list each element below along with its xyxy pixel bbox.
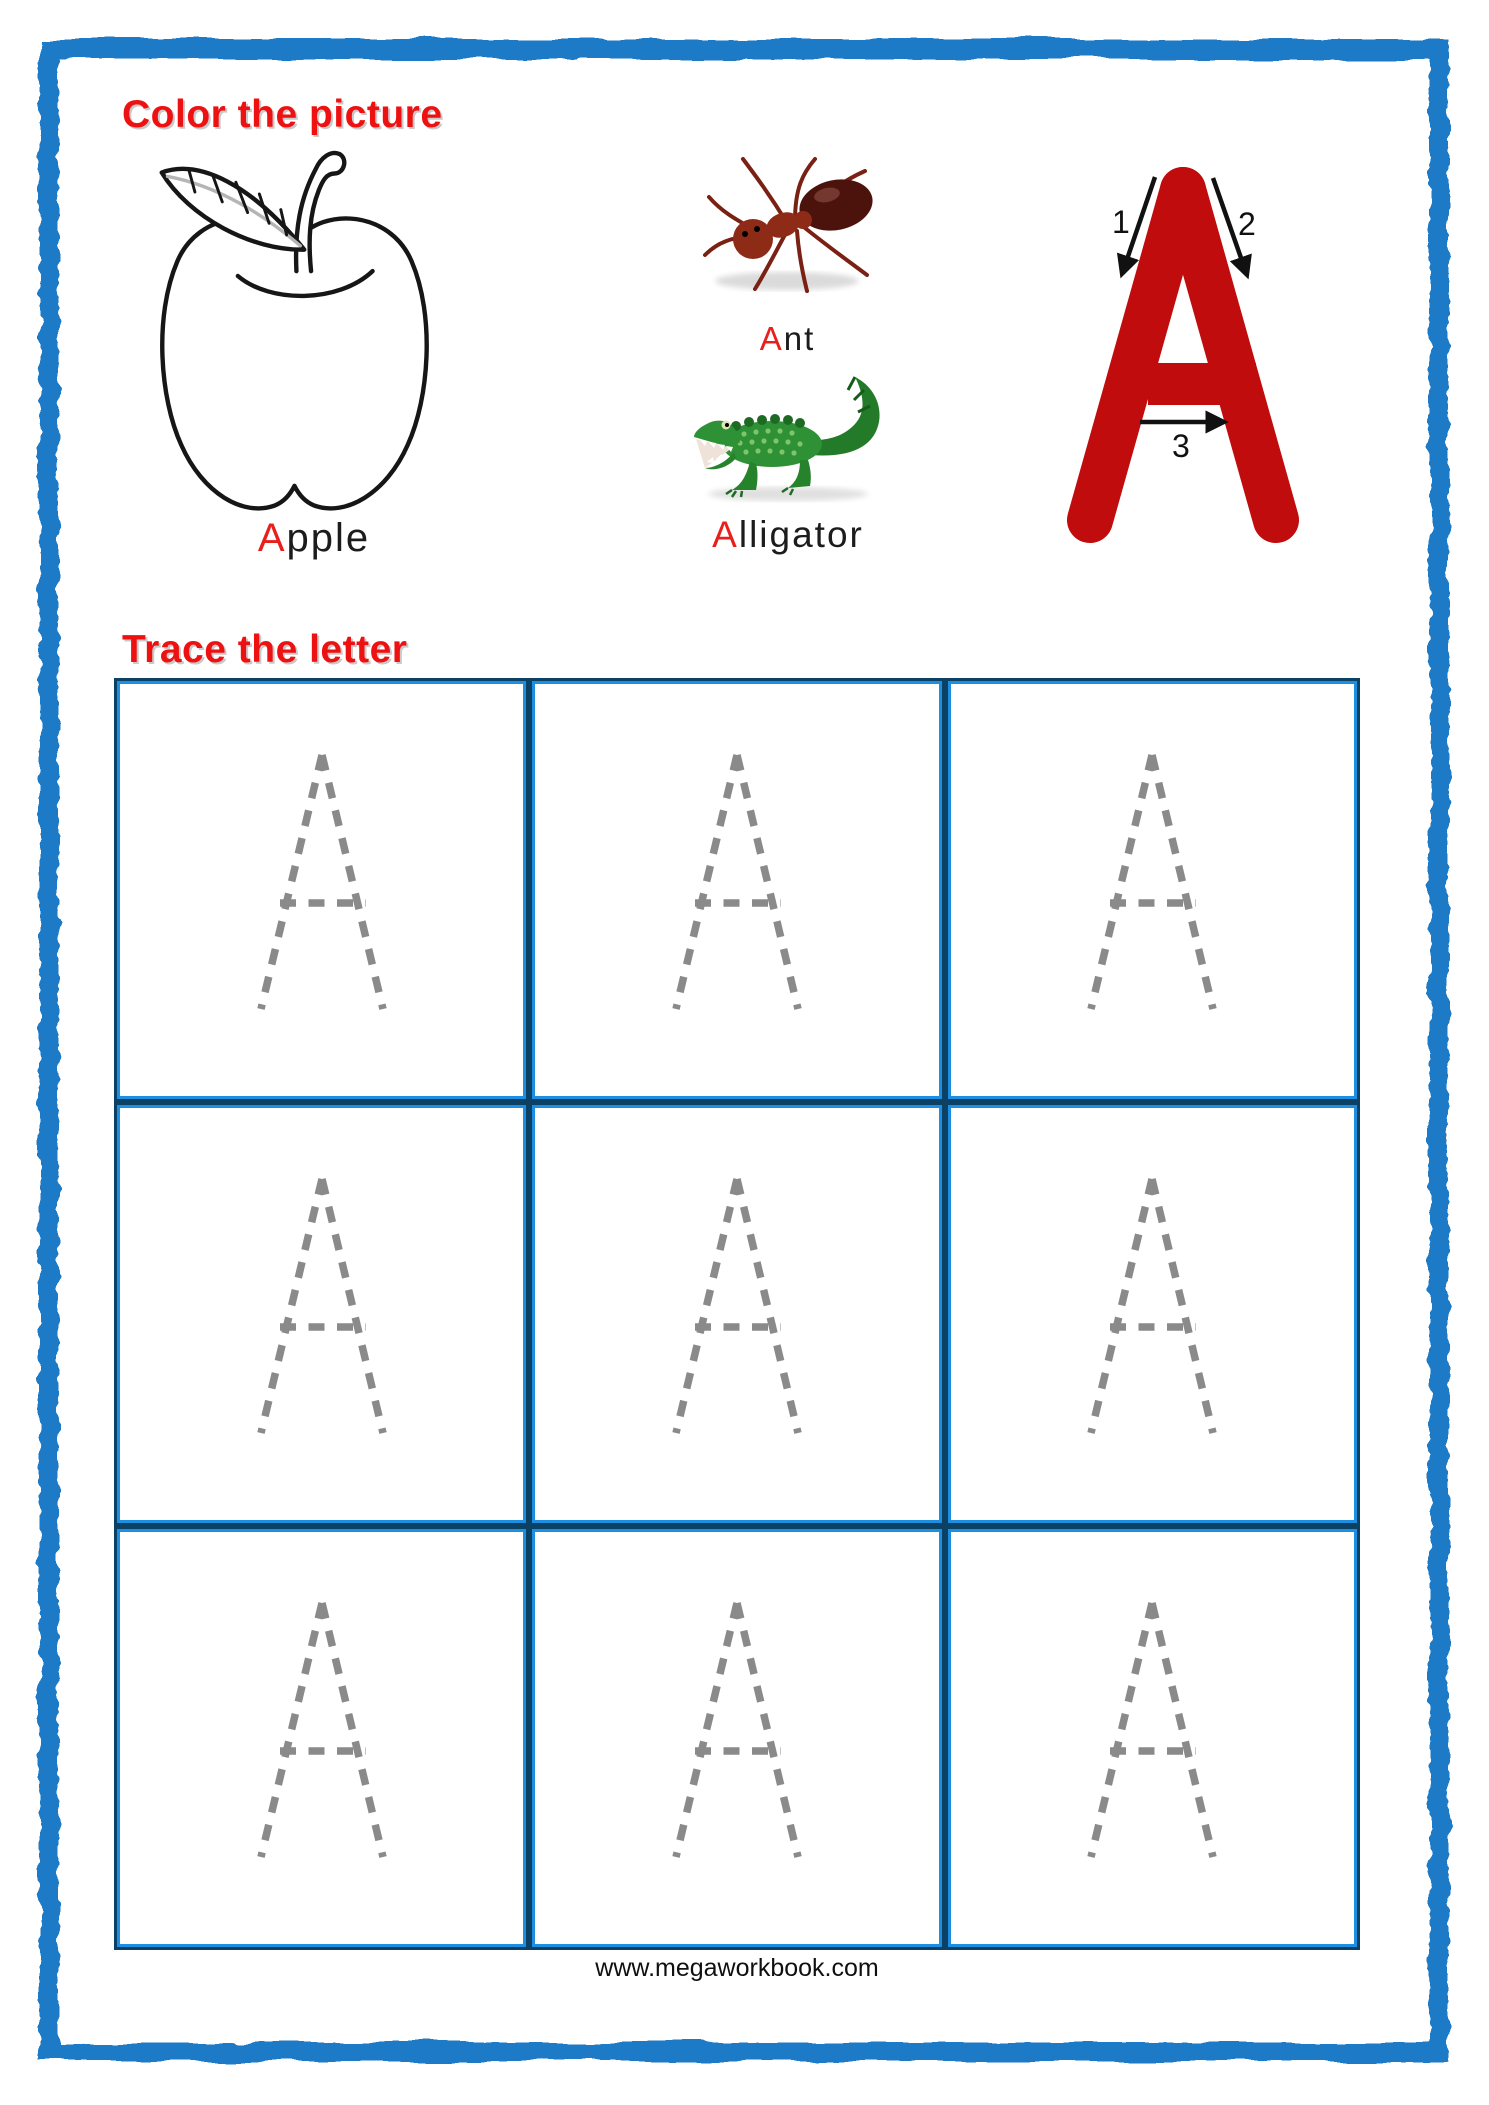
trace-cell [529, 1102, 944, 1526]
trace-grid [114, 678, 1360, 1950]
dashed-letter-a [234, 1593, 410, 1867]
alligator-label-initial: A [712, 514, 739, 555]
alligator-label [688, 514, 888, 556]
ant-label-rest: nt [783, 320, 816, 357]
website-footer: www.megaworkbook.com [595, 1954, 879, 1982]
apple-label [138, 516, 490, 561]
stroke-number-1: 1 [1112, 204, 1130, 240]
dashed-letter-a [649, 745, 825, 1019]
color-picture-heading: Color the picture [122, 93, 443, 136]
trace-cell [114, 678, 529, 1102]
apple-label-initial: A [257, 516, 287, 560]
ant-label-initial: A [759, 320, 784, 357]
apple-image [138, 112, 490, 522]
trace-letter-heading: Trace the letter [122, 628, 408, 671]
trace-cell [529, 1526, 944, 1950]
dashed-letter-a [649, 1593, 825, 1867]
trace-cell [114, 1102, 529, 1526]
alligator-label-rest: lligator [738, 514, 864, 555]
dashed-letter-a [1064, 1169, 1240, 1443]
dashed-letter-a [1064, 745, 1240, 1019]
letter-a-graphic [1048, 158, 1318, 553]
apple-label-rest: pple [286, 516, 371, 560]
alligator-image [688, 362, 888, 510]
ant-image [695, 133, 875, 303]
letter-guide [1048, 158, 1318, 553]
trace-cell [945, 678, 1360, 1102]
ant-label [695, 320, 880, 358]
dashed-letter-a [234, 1169, 410, 1443]
stroke-number-3: 3 [1172, 428, 1190, 464]
trace-cell [945, 1526, 1360, 1950]
stroke-number-2: 2 [1238, 206, 1256, 242]
trace-cell [114, 1526, 529, 1950]
dashed-letter-a [1064, 1593, 1240, 1867]
trace-cell [529, 678, 944, 1102]
dashed-letter-a [234, 745, 410, 1019]
dashed-letter-a [649, 1169, 825, 1443]
trace-cell [945, 1102, 1360, 1526]
